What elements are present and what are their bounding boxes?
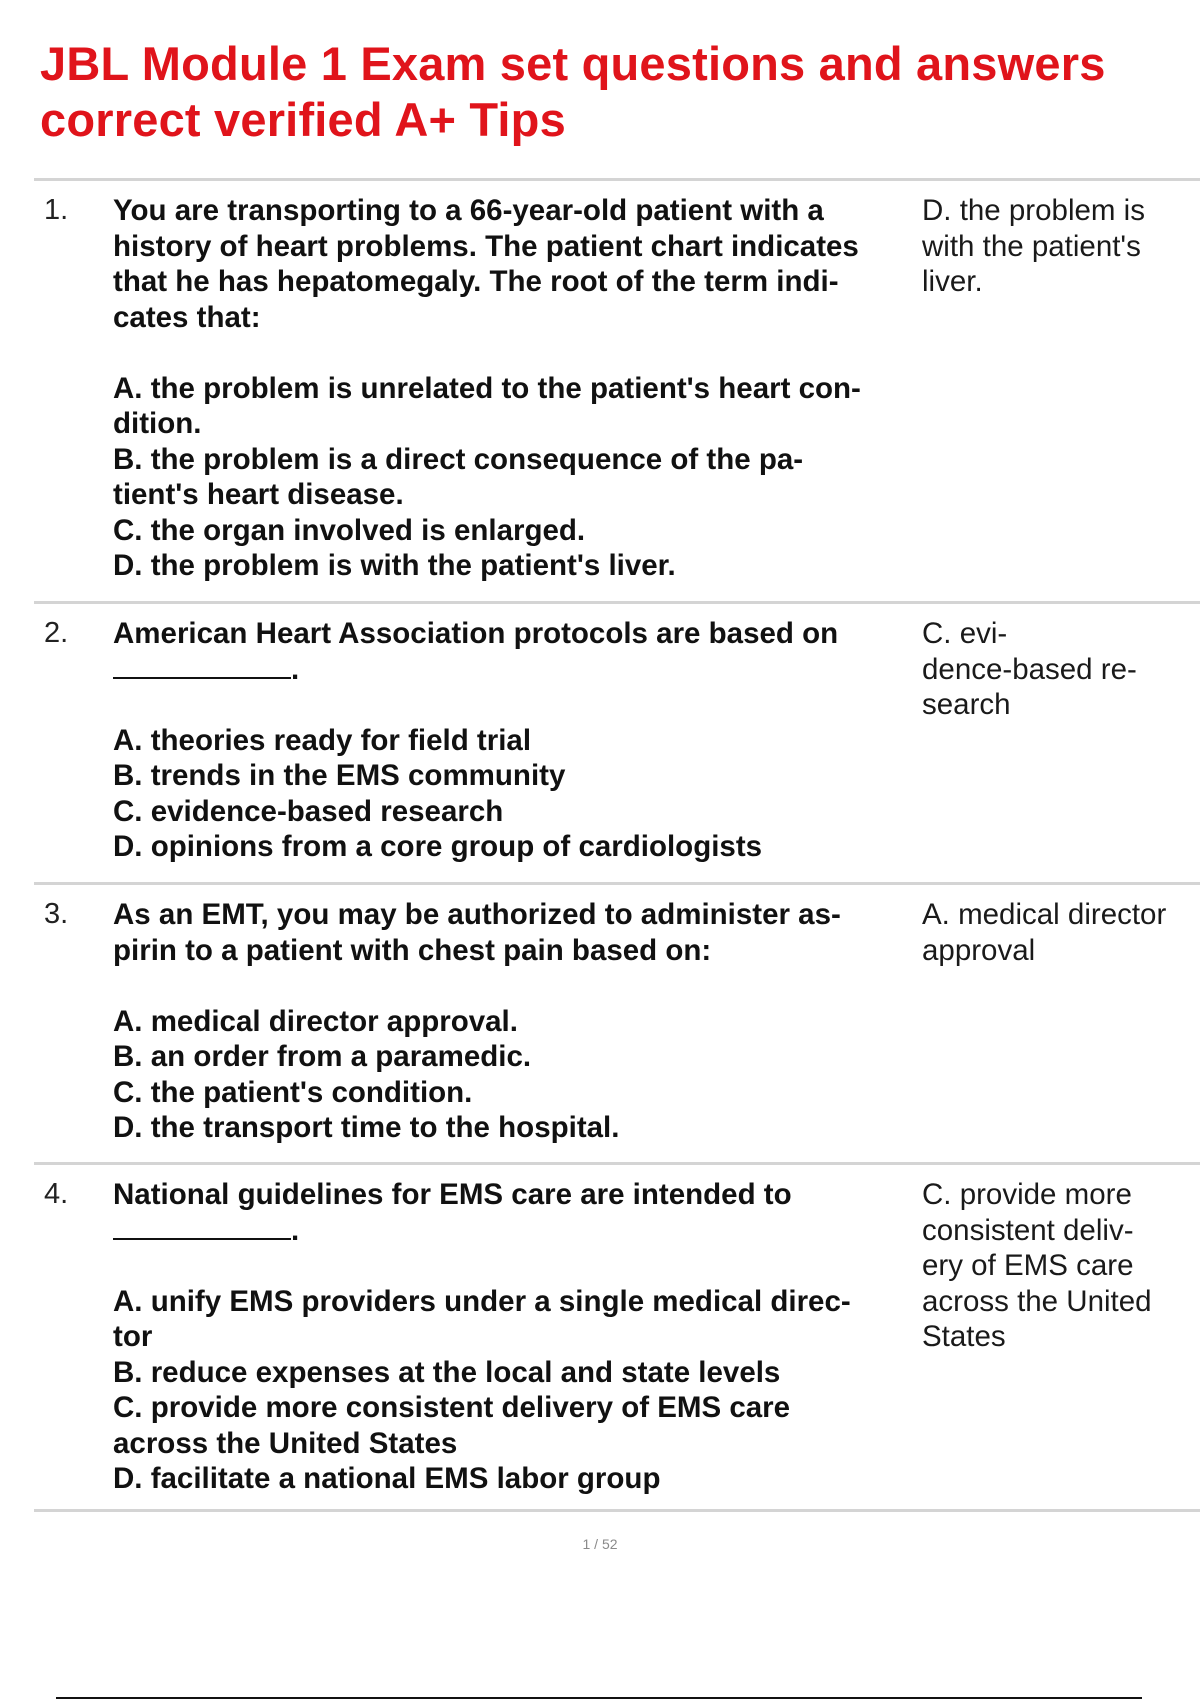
option-line: A. medical director approval. [113, 1004, 518, 1038]
question-blank-line [113, 1213, 945, 1249]
page-number: 1 / 52 [582, 1536, 618, 1552]
question-number: 2. [44, 617, 69, 649]
footer-divider [56, 1697, 1142, 1699]
document-title [40, 36, 1160, 148]
question-line: You are transporting to a 66-year-old patient with a [113, 194, 824, 227]
answer-text [922, 616, 1192, 723]
answer-line: C. provide more [922, 1178, 1132, 1211]
answer-line: across the United [922, 1284, 1152, 1318]
question-line: American Heart Association protocols are based on [113, 617, 839, 650]
option-line: C. the patient's condition. [113, 1075, 473, 1109]
question-line: cates that: [113, 300, 261, 334]
option-line: B. reduce expenses at the local and state levels [113, 1355, 781, 1389]
option-line: A. theories ready for field trial [113, 723, 532, 757]
question-blank-line [113, 652, 945, 688]
answer-text [922, 1177, 1192, 1355]
qa-row-3 [34, 882, 1200, 1162]
option-line: dition. [113, 407, 202, 440]
question-number: 4. [44, 1178, 69, 1210]
answer-text [922, 193, 1192, 300]
question-line: pirin to a patient with chest pain based on: [113, 933, 712, 967]
option-line: A. unify EMS providers under a single medical direc- [113, 1284, 851, 1318]
answer-line: search [922, 688, 1011, 721]
answer-blank [113, 1220, 291, 1240]
answer-line: liver. [922, 265, 983, 298]
answer-line: consistent deliv- [922, 1213, 1134, 1247]
question-text [113, 897, 945, 1146]
question-line: that he has hepatomegaly. The root of the term indi- [113, 265, 839, 298]
option-line: tor [113, 1320, 153, 1353]
question-text [113, 1177, 945, 1497]
answer-line: C. evi- [922, 617, 1008, 650]
blank-suffix: . [291, 652, 300, 686]
question-text [113, 193, 945, 584]
answer-line: with the patient's [922, 229, 1141, 263]
option-line: C. provide more consistent delivery of EMS care [113, 1391, 791, 1424]
option-line: across the United States [113, 1426, 458, 1460]
qa-row-4 [34, 1162, 1200, 1512]
qa-table [34, 178, 1200, 1512]
title-line-2: correct verified A+ Tips [40, 93, 566, 146]
question-line: As an EMT, you may be authorized to administer as- [113, 898, 841, 931]
option-line: D. facilitate a national EMS labor group [113, 1462, 661, 1495]
option-line: B. the problem is a direct consequence of the pa- [113, 442, 804, 476]
answer-line: dence-based re- [922, 652, 1137, 686]
qa-row-2 [34, 601, 1200, 882]
qa-row-1 [34, 178, 1200, 601]
option-line: D. the problem is with the patient's liver. [113, 549, 676, 582]
question-line: history of heart problems. The patient chart indicates [113, 229, 859, 263]
option-line: C. evidence-based research [113, 794, 504, 828]
option-line: D. the transport time to the hospital. [113, 1111, 620, 1144]
title-line-1: JBL Module 1 Exam set questions and answers [40, 37, 1106, 90]
answer-text [922, 897, 1192, 968]
question-text [113, 616, 945, 865]
answer-line: States [922, 1320, 1006, 1353]
blank-suffix: . [291, 1213, 300, 1247]
option-line: B. an order from a paramedic. [113, 1040, 532, 1073]
option-line: C. the organ involved is enlarged. [113, 513, 586, 547]
option-line: tient's heart disease. [113, 478, 404, 511]
answer-line: ery of EMS care [922, 1249, 1134, 1282]
option-line: A. the problem is unrelated to the patient's heart con- [113, 371, 861, 405]
answer-line: approval [922, 933, 1036, 967]
question-number: 1. [44, 194, 69, 226]
answer-line: A. medical director [922, 898, 1167, 931]
question-line: National guidelines for EMS care are intended to [113, 1178, 792, 1211]
answer-line: D. the problem is [922, 194, 1145, 227]
option-line: D. opinions from a core group of cardiologists [113, 830, 763, 863]
answer-blank [113, 659, 291, 679]
option-line: B. trends in the EMS community [113, 759, 566, 792]
question-number: 3. [44, 898, 69, 930]
